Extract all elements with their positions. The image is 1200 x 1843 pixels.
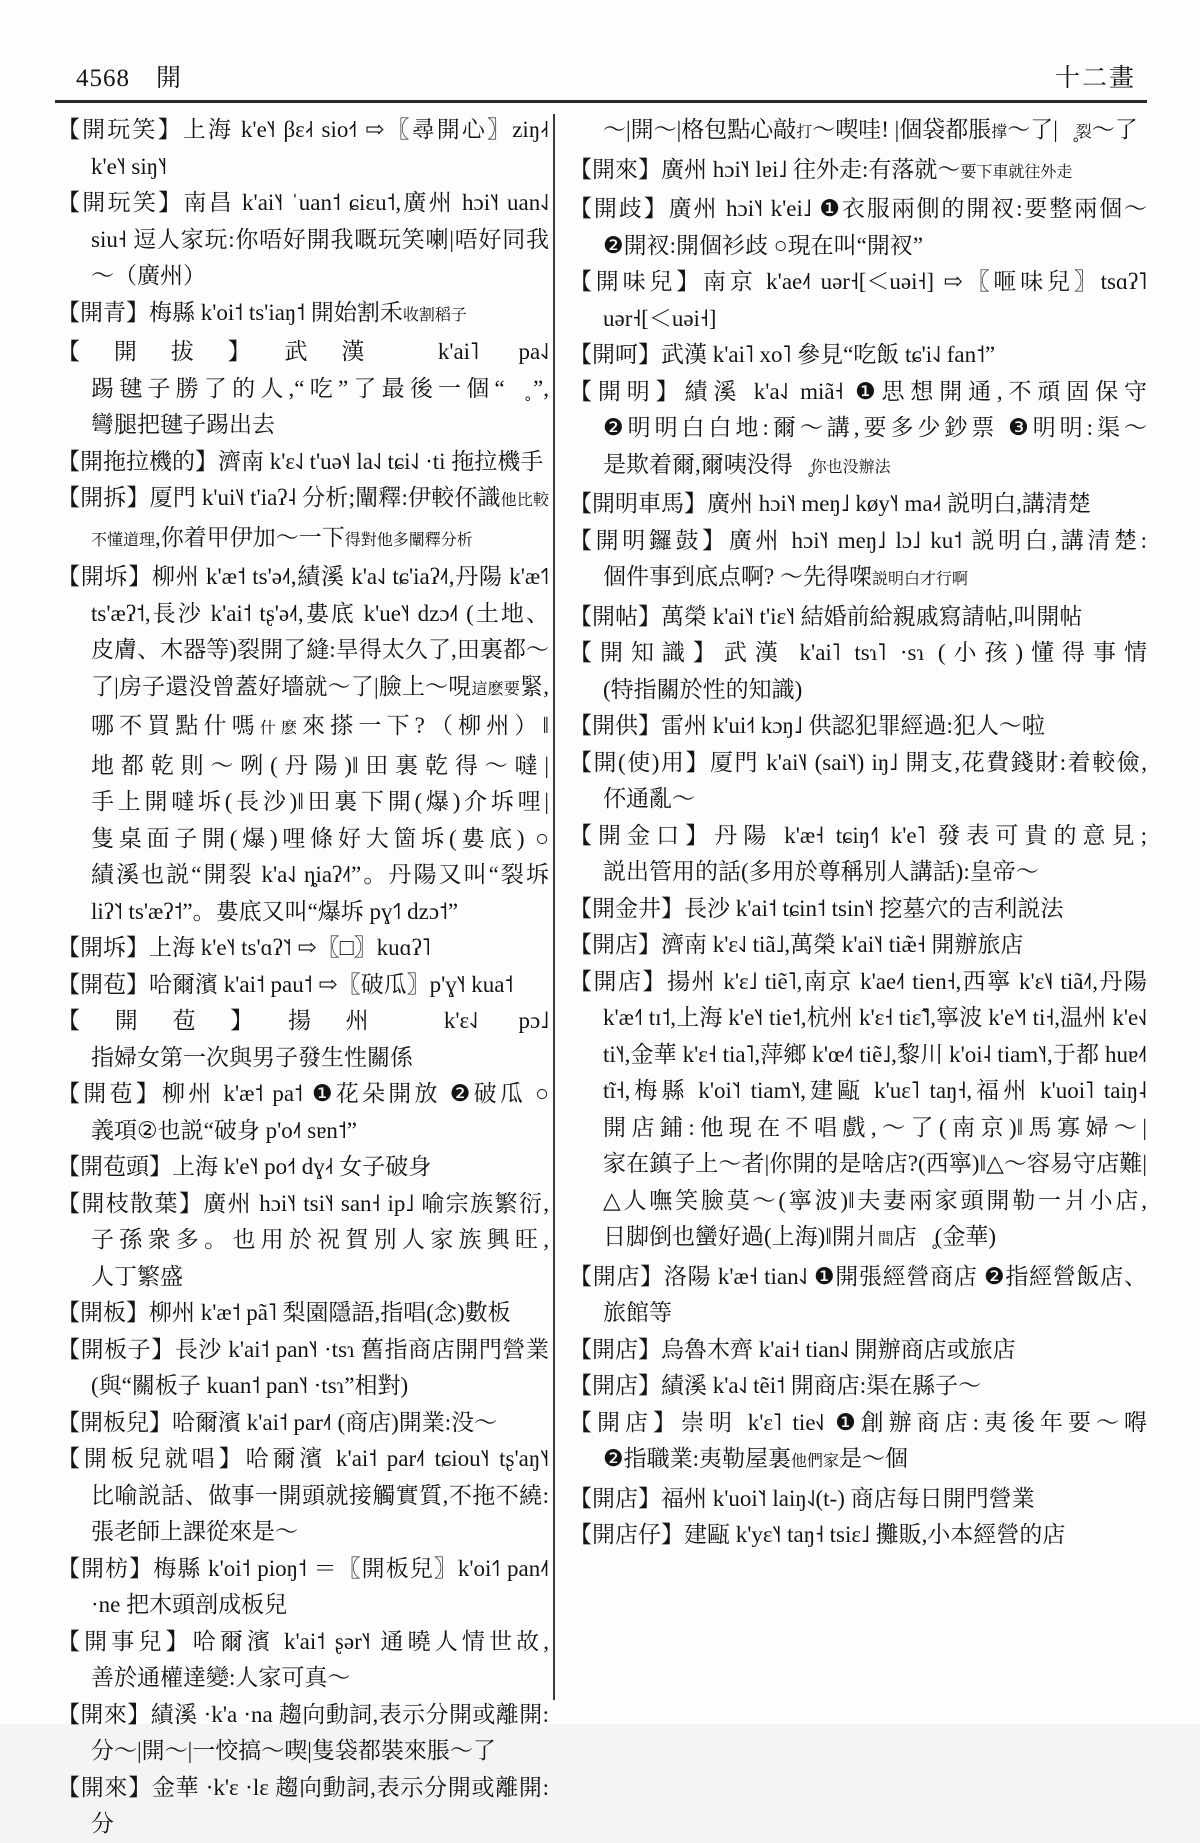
entry-headword: 【開金口】 xyxy=(569,822,715,848)
entry-headword: 【開板子】 xyxy=(57,1336,175,1362)
entry-gloss-small: 間 xyxy=(877,1231,894,1248)
entry-text-segment: 雷州 k'ui˧˦ kɔŋ˩ 供認犯罪經過:犯人～啦 xyxy=(661,713,1045,738)
dictionary-entry xyxy=(569,1517,1147,1554)
entry-headword: 【開店】 xyxy=(569,1373,661,1398)
entry-text-segment: 武漢 k'ai˥ pa˨˩ 踢毽子勝了的人,“吃”了最後一個“多̥”,彎腿把毽子踢出去 xyxy=(91,339,549,437)
dictionary-entry xyxy=(569,523,1147,599)
dictionary-entry xyxy=(57,112,549,185)
dictionary-entry xyxy=(57,1076,549,1149)
entry-text-segment: 廣州 hɔi˥˧ tsi˥˧ san˧ ip˩ 喻宗族繁衍,子孫衆多。也用於祝賀別人家族興旺,人丁繁盛 xyxy=(91,1190,549,1289)
dictionary-entry xyxy=(57,1149,549,1186)
entry-text-segment: 績溪 ·k'a ·na 趨向動詞,表示分開或離開:分～|開～|一恔搞～喫|隻袋都裝來脹～了 xyxy=(91,1701,549,1763)
entry-text-segment: 厦門 k'ui˥˨ t'iaʔ˨ 分析;闡釋:伊較伓識 xyxy=(149,485,501,510)
entry-headword: 【開店】 xyxy=(569,1336,661,1362)
entry-text-segment: 來搽一下?（柳州）‖地都乾則～咧(丹陽)‖田裏乾得～噠|手上開噠坼(長沙)‖田裏下開(爆)介坼哩|隻桌面子開(爆)哩條好大箇坼(婁底) ○績溪也説“開裂 k'a˨˩ ȵiaʔ˨˦”。丹陽又叫“裂坼 liʔ˥˦ ts'æʔ˦”。婁底又叫“爆坼 pɣ˦˥ dzɔ˦” xyxy=(91,713,549,924)
entry-text-segment: 梅縣 k'oi˦ ts'iaŋ˦ 開始割禾 xyxy=(149,299,403,325)
dictionary-entry xyxy=(57,1770,549,1843)
dictionary-entry xyxy=(569,891,1147,928)
entry-text-segment: 金華 ·k'ɛ ·lɛ 趨向動詞,表示分開或離開:分 xyxy=(91,1774,550,1836)
dictionary-entry xyxy=(569,1332,1147,1369)
entry-text-segment: 南京 k'ae˨˦ uər˧[＜uəi˧] ⇨〖咂味兒〗tsɑʔ˥ uər˧[＜uəi˧] xyxy=(603,269,1147,331)
entry-headword: 【開店】 xyxy=(569,932,661,957)
entry-headword: 【開(使)用】 xyxy=(569,749,710,775)
entry-text-segment: ～喫哇! |個袋都脹 xyxy=(812,117,992,142)
entry-headword: 【開板】 xyxy=(57,1300,149,1325)
entry-text-segment: 柳州 k'æ˦ pa˦ ❶花朵開放 ❷破瓜 ○義項②也説“破身 p'o˨˦ sɐn˦” xyxy=(91,1081,549,1143)
entry-text-segment: 長沙 k'ai˦ tɕin˦ tsin˥˧ 挖墓穴的吉利説法 xyxy=(684,895,1064,921)
entry-gloss-small: 打 xyxy=(796,124,813,141)
entry-headword: 【開事兒】 xyxy=(57,1628,193,1654)
entry-text-segment: 厦門 k'ai˥˨ (sai˥˧) iŋ˩ 開支,花費錢財:着較儉,伓通亂～ xyxy=(603,749,1147,811)
entry-text-segment: 建甌 k'yɛ˥˧ taŋ˧ tsiɛ˩ 攤販,小本經營的店 xyxy=(684,1522,1066,1547)
entry-headword: 【開供】 xyxy=(569,713,661,738)
entry-text-segment: 上海 k'e˥˧ po˧˦ dɣ˨˧ 女子破身 xyxy=(172,1154,432,1179)
entry-gloss-small: 你也没辦法 xyxy=(810,458,891,476)
entry-text-segment: 廣州 hɔi˥˧ lɐi˩ 往外走:有落就～ xyxy=(661,156,961,182)
dictionary-entry xyxy=(569,745,1147,818)
entry-text-segment: 店挈̥(金華) xyxy=(893,1224,997,1249)
entry-text-segment: 廣州 hɔi˥˧ meŋ˩ køy˥˧ ma˨˧ 説明白,講清楚 xyxy=(707,491,1091,516)
entry-headword: 【開呵】 xyxy=(569,342,661,367)
dictionary-entry xyxy=(57,334,549,444)
entry-headword: 【開店】 xyxy=(569,968,668,994)
dictionary-entry xyxy=(569,264,1147,337)
entry-headword: 【開青】 xyxy=(57,299,149,325)
dictionary-entry xyxy=(569,1481,1147,1518)
dictionary-entry xyxy=(569,708,1147,745)
dictionary-entry xyxy=(57,930,549,967)
entry-headword: 【開苞】 xyxy=(57,1081,163,1106)
entry-text-segment: 崇明 k'ɛ˥ tie˧˩ ❶創辦商店:夷後年要～嘚 ❷指職業:夷勒屋裏 xyxy=(603,1409,1147,1471)
entry-headword: 【開拔】 xyxy=(57,339,285,364)
entry-headword: 【開店】 xyxy=(569,1263,664,1289)
entry-gloss-small: 裂 xyxy=(1075,124,1092,141)
entry-text-segment: 洛陽 k'æ˧ tian˨˩ ❶開張經營商店 ❷指經營飯店、旅館等 xyxy=(603,1263,1147,1325)
page-header-left xyxy=(76,58,182,94)
entry-text-segment: 廣州 hɔi˥˧ k'ei˩ ❶衣服兩側的開衩:要整兩個～ ❷開衩:開個衫歧 ○現在叫“開衩” xyxy=(603,196,1148,258)
entry-headword: 【開枝散葉】 xyxy=(57,1190,204,1216)
entry-text-segment: ～了 xyxy=(1091,117,1138,142)
dictionary-entry xyxy=(569,374,1147,487)
entry-headword: 【開來】 xyxy=(569,156,661,182)
dictionary-entry xyxy=(57,1551,549,1624)
entry-headword: 【開苞】 xyxy=(57,1008,288,1033)
dictionary-entry xyxy=(57,1003,549,1076)
entry-headword: 【開歧】 xyxy=(569,196,669,221)
entry-gloss-small: 這麽要 xyxy=(471,680,521,698)
entry-headword: 【開店】 xyxy=(569,1485,661,1511)
dictionary-entry xyxy=(569,599,1147,636)
dictionary-entry xyxy=(57,1332,549,1405)
entry-text-segment: 哈爾濱 k'ai˦ pau˦ ⇨〖破瓜〗p'ɣ˥˧ kua˦ xyxy=(149,971,514,997)
entry-text-segment: 萬榮 k'ai˥˧ t'iɛ˥˧ 結婚前給親戚寫請帖,叫開帖 xyxy=(661,603,1083,629)
dictionary-entry xyxy=(57,1405,549,1442)
entry-gloss-small: 他們家 xyxy=(791,1453,840,1470)
entry-text-segment: 緊,哪不買點什嗎 xyxy=(91,673,549,738)
entry-headword: 【開來】 xyxy=(57,1701,151,1727)
dictionary-entry xyxy=(569,112,1147,152)
dictionary-entry xyxy=(57,1441,549,1551)
dictionary-entry xyxy=(57,559,549,930)
entry-text-segment: 上海 k'e˥˧ βɛ˨˧ sio˧˦ ⇨〖尋開心〗ziŋ˨˧ k'e˥˧ siŋ˥˧ xyxy=(91,117,549,179)
dictionary-entry xyxy=(57,1295,549,1332)
entry-text-segment: 揚州 k'ɛ˨˩ pɔ˩ 指婦女第一次與男子發生性關係 xyxy=(91,1008,549,1070)
entry-text-segment: ,你着甲伊加～一下 xyxy=(155,524,345,550)
header-rule xyxy=(55,100,1147,103)
entry-headword: 【開明】 xyxy=(569,378,685,404)
entry-text-segment: 烏魯木齊 k'ai˧ tian˨˩ 開辦商店或旅店 xyxy=(661,1336,1016,1362)
entry-text-segment: 柳州 k'æ˦ ts'ə˨˦,績溪 k'a˨˩ tɕ'iaʔ˨˦,丹陽 k'æ˦˥ ts'æʔ˦,長沙 k'ai˦ tʂ'ə˨˦,婁底 k'ue˥˧ dzɔ˨˦ (土地、皮膚、木器等)裂開了縫:旱得太久了,田裏都～了|房子還没曾蓋好墻就～了|臉上～哯 xyxy=(91,564,550,699)
entry-text-segment: 武漢 k'ai˥ tsɿ˥ ·sɿ (小孩)懂得事情(特指關於性的知識) xyxy=(603,640,1147,702)
entry-headword: 【開苞】 xyxy=(57,971,149,997)
entry-headword: 【開拖拉機的】 xyxy=(57,448,218,474)
entry-text-segment: 濟南 k'ɛ˨˩ t'uə˦˨ la˨˩ tɕi˨˩ ·ti 拖拉機手 xyxy=(218,448,544,474)
column-divider xyxy=(553,114,555,1700)
dictionary-entry xyxy=(569,964,1147,1259)
entry-text-segment: ～了|骨̥ xyxy=(1007,117,1076,142)
left-column xyxy=(57,112,550,1836)
entry-headword: 【開金井】 xyxy=(569,895,684,921)
entry-headword: 【開枋】 xyxy=(57,1555,154,1581)
dictionary-entry xyxy=(57,480,549,559)
entry-text-segment: 績溪 k'a˨˩ miã˧ ❶思想開通,不頑固保守 ❷明明白白地:爾～講,要多少鈔票 ❸明明:渠～是欺着爾,爾咦没得動̥ xyxy=(603,378,1148,477)
dictionary-entry xyxy=(57,1186,549,1296)
dictionary-entry xyxy=(569,635,1147,708)
entry-headword: 【開店】 xyxy=(569,1409,681,1435)
entry-text-segment: 濟南 k'ɛ˨˩ tiã˩,萬榮 k'ai˥˧ tiæ̃˧ 開辦旅店 xyxy=(661,932,1024,957)
entry-text-segment: 廣州 hɔi˥˧ meŋ˩ lɔ˩ ku˦ 説明白,講清楚:個件事到底点啊? ～先得㗎 xyxy=(603,527,1148,589)
entry-text-segment: 哈爾濱 k'ai˦ ʂər˥˧ 通曉人情世故,善於通權達變:人家可真～ xyxy=(91,1628,550,1690)
stroke-section-label: 十二畫 xyxy=(1054,65,1136,92)
entry-headword: 【開來】 xyxy=(57,1774,152,1800)
dictionary-entry xyxy=(569,1259,1147,1332)
entry-headword: 【開板兒】 xyxy=(57,1409,172,1435)
dictionary-entry xyxy=(569,486,1147,523)
entry-headword: 【開知識】 xyxy=(569,640,724,665)
entry-headword: 【開板兒就唱】 xyxy=(57,1446,246,1471)
entry-text-segment: 南昌 k'ai˥˧ ˈuan˦ ɕiɛu˦,廣州 hɔi˥˧ uan˨˩ siu˧ 逗人家玩:你唔好開我嘅玩笑喇|唔好同我～（廣州） xyxy=(91,190,549,288)
entry-headword: 【開拆】 xyxy=(57,485,150,510)
entry-headword: 【開帖】 xyxy=(569,603,661,629)
entry-text-segment: ～|開～|格包點心敲 xyxy=(603,117,797,142)
entry-text-segment: 梅縣 k'oi˦ pioŋ˦ ＝〖開板兒〗k'oi˦˥ pan˨˦ ·ne 把木頭剖成板兒 xyxy=(91,1555,550,1617)
entry-text-segment: 丹陽 k'æ˧ tɕiŋ˧˥ k'e˥ 發表可貴的意見;説出管用的話(多用於尊稱別人講話):皇帝～ xyxy=(603,822,1147,884)
dictionary-entry xyxy=(57,1624,549,1697)
right-column xyxy=(569,112,1147,1712)
entry-gloss-small: 他比較不懂道理 xyxy=(91,492,550,549)
entry-text-segment: 哈爾濱 k'ai˦ par˨˦ tɕiou˥˧ tʂ'aŋ˥˧ 比喻説話、做事一開頭就接觸實質,不拖不繞:張老師上課從來是～ xyxy=(91,1446,550,1544)
page-number: 4568 xyxy=(76,65,130,92)
entry-headword: 【開明鑼鼓】 xyxy=(569,527,729,553)
entry-text-segment: 武漢 k'ai˥ xo˥ 參見“吃飯 tɕ'i˨˩ fan˦” xyxy=(661,342,996,367)
dictionary-entry xyxy=(569,337,1147,374)
dictionary-entry xyxy=(57,444,549,481)
entry-text-segment: 哈爾濱 k'ai˦ par˨˦ (商店)開業:没～ xyxy=(172,1409,498,1435)
entry-text-segment: 福州 k'uoi˥˦ laiŋ˨˩(t-) 商店每日開門營業 xyxy=(661,1485,1035,1511)
entry-headword: 【開玩笑】 xyxy=(57,190,184,215)
dictionary-entry xyxy=(569,1405,1147,1481)
dictionary-entry xyxy=(57,295,549,335)
dictionary-entry xyxy=(57,1697,549,1770)
entry-text-segment: 揚州 k'ɛ˩ tiẽ˥,南京 k'ae˨˦ tien˧,西寧 k'ɛ˥˨ tiã˨˦,丹陽 k'æ˧˥ tɪ˦,上海 k'e˥˧ tie˦,杭州 k'ɛ˧ tiɛ̃˥,寧波 k'e˥˧˥ ti˧,温州 k'e˧˩ ti˥˧,金華 k'ɛ˧ tia˥,萍鄉 k'œ˨˦ tiẽ˩,黎川 k'oi˨ tiam˥˧,于都 huɐ˨˦ tĩ˧,梅縣 k'oi˥˦ tiam˥˧,建甌 k'uɛ˥ taŋ˧,福州 k'uoi˥ taiŋ˨ 開店鋪:他現在不唱戲,～了(南京)‖馬寡婦～|家在鎮子上～者|你開的是啥店?(西寧)‖△～容易守店難|△人嘸笑臉莫～(寧波)‖夫妻兩家頭開勒一爿小店,日脚倒也蠻好過(上海)‖開爿 xyxy=(603,968,1147,1249)
entry-gloss-small: 得對他多闡釋分析 xyxy=(344,531,473,549)
entry-text-segment: 績溪 k'a˨˩ tẽi˦ 開商店:渠在縣子～ xyxy=(661,1373,982,1398)
entry-gloss-small: 撑 xyxy=(991,124,1008,141)
page-character: 開 xyxy=(156,65,183,92)
dictionary-entry xyxy=(57,185,549,295)
dictionary-entry xyxy=(569,818,1147,891)
entry-headword: 【開坼】 xyxy=(57,935,149,960)
dictionary-entry xyxy=(569,191,1147,264)
dictionary-entry xyxy=(569,152,1147,192)
entry-gloss-small: 要下車就往外走 xyxy=(960,163,1073,181)
entry-headword: 【開坼】 xyxy=(57,564,152,589)
dictionary-entry xyxy=(569,927,1147,964)
entry-gloss-small: 收割稻子 xyxy=(402,306,467,324)
entry-gloss-small: 説明白才行啊 xyxy=(871,571,968,588)
entry-headword: 【開苞頭】 xyxy=(57,1154,172,1179)
entry-text-segment: 柳州 k'æ˦ pã˥ 梨園隱語,指唱(念)數板 xyxy=(149,1300,511,1325)
entry-headword: 【開味兒】 xyxy=(569,269,704,294)
entry-text-segment: 長沙 k'ai˦ pan˥˧ ·tsɿ 舊指商店開門營業(與“關板子 kuan˦ pan˥˧ ·tsɿ”相對) xyxy=(91,1336,549,1398)
dictionary-entry xyxy=(569,1368,1147,1405)
entry-headword: 【開玩笑】 xyxy=(57,117,183,142)
entry-text-segment: 是～個 xyxy=(839,1446,909,1471)
dictionary-entry xyxy=(57,967,549,1004)
entry-gloss-small: 什麽 xyxy=(259,720,303,737)
entry-headword: 【開店仔】 xyxy=(569,1522,684,1547)
entry-text-segment: 上海 k'e˥˧ ts'ɑʔ˥˦ ⇨〖□〗kuɑʔ˥ xyxy=(149,935,431,960)
entry-headword: 【開明車馬】 xyxy=(569,491,707,516)
